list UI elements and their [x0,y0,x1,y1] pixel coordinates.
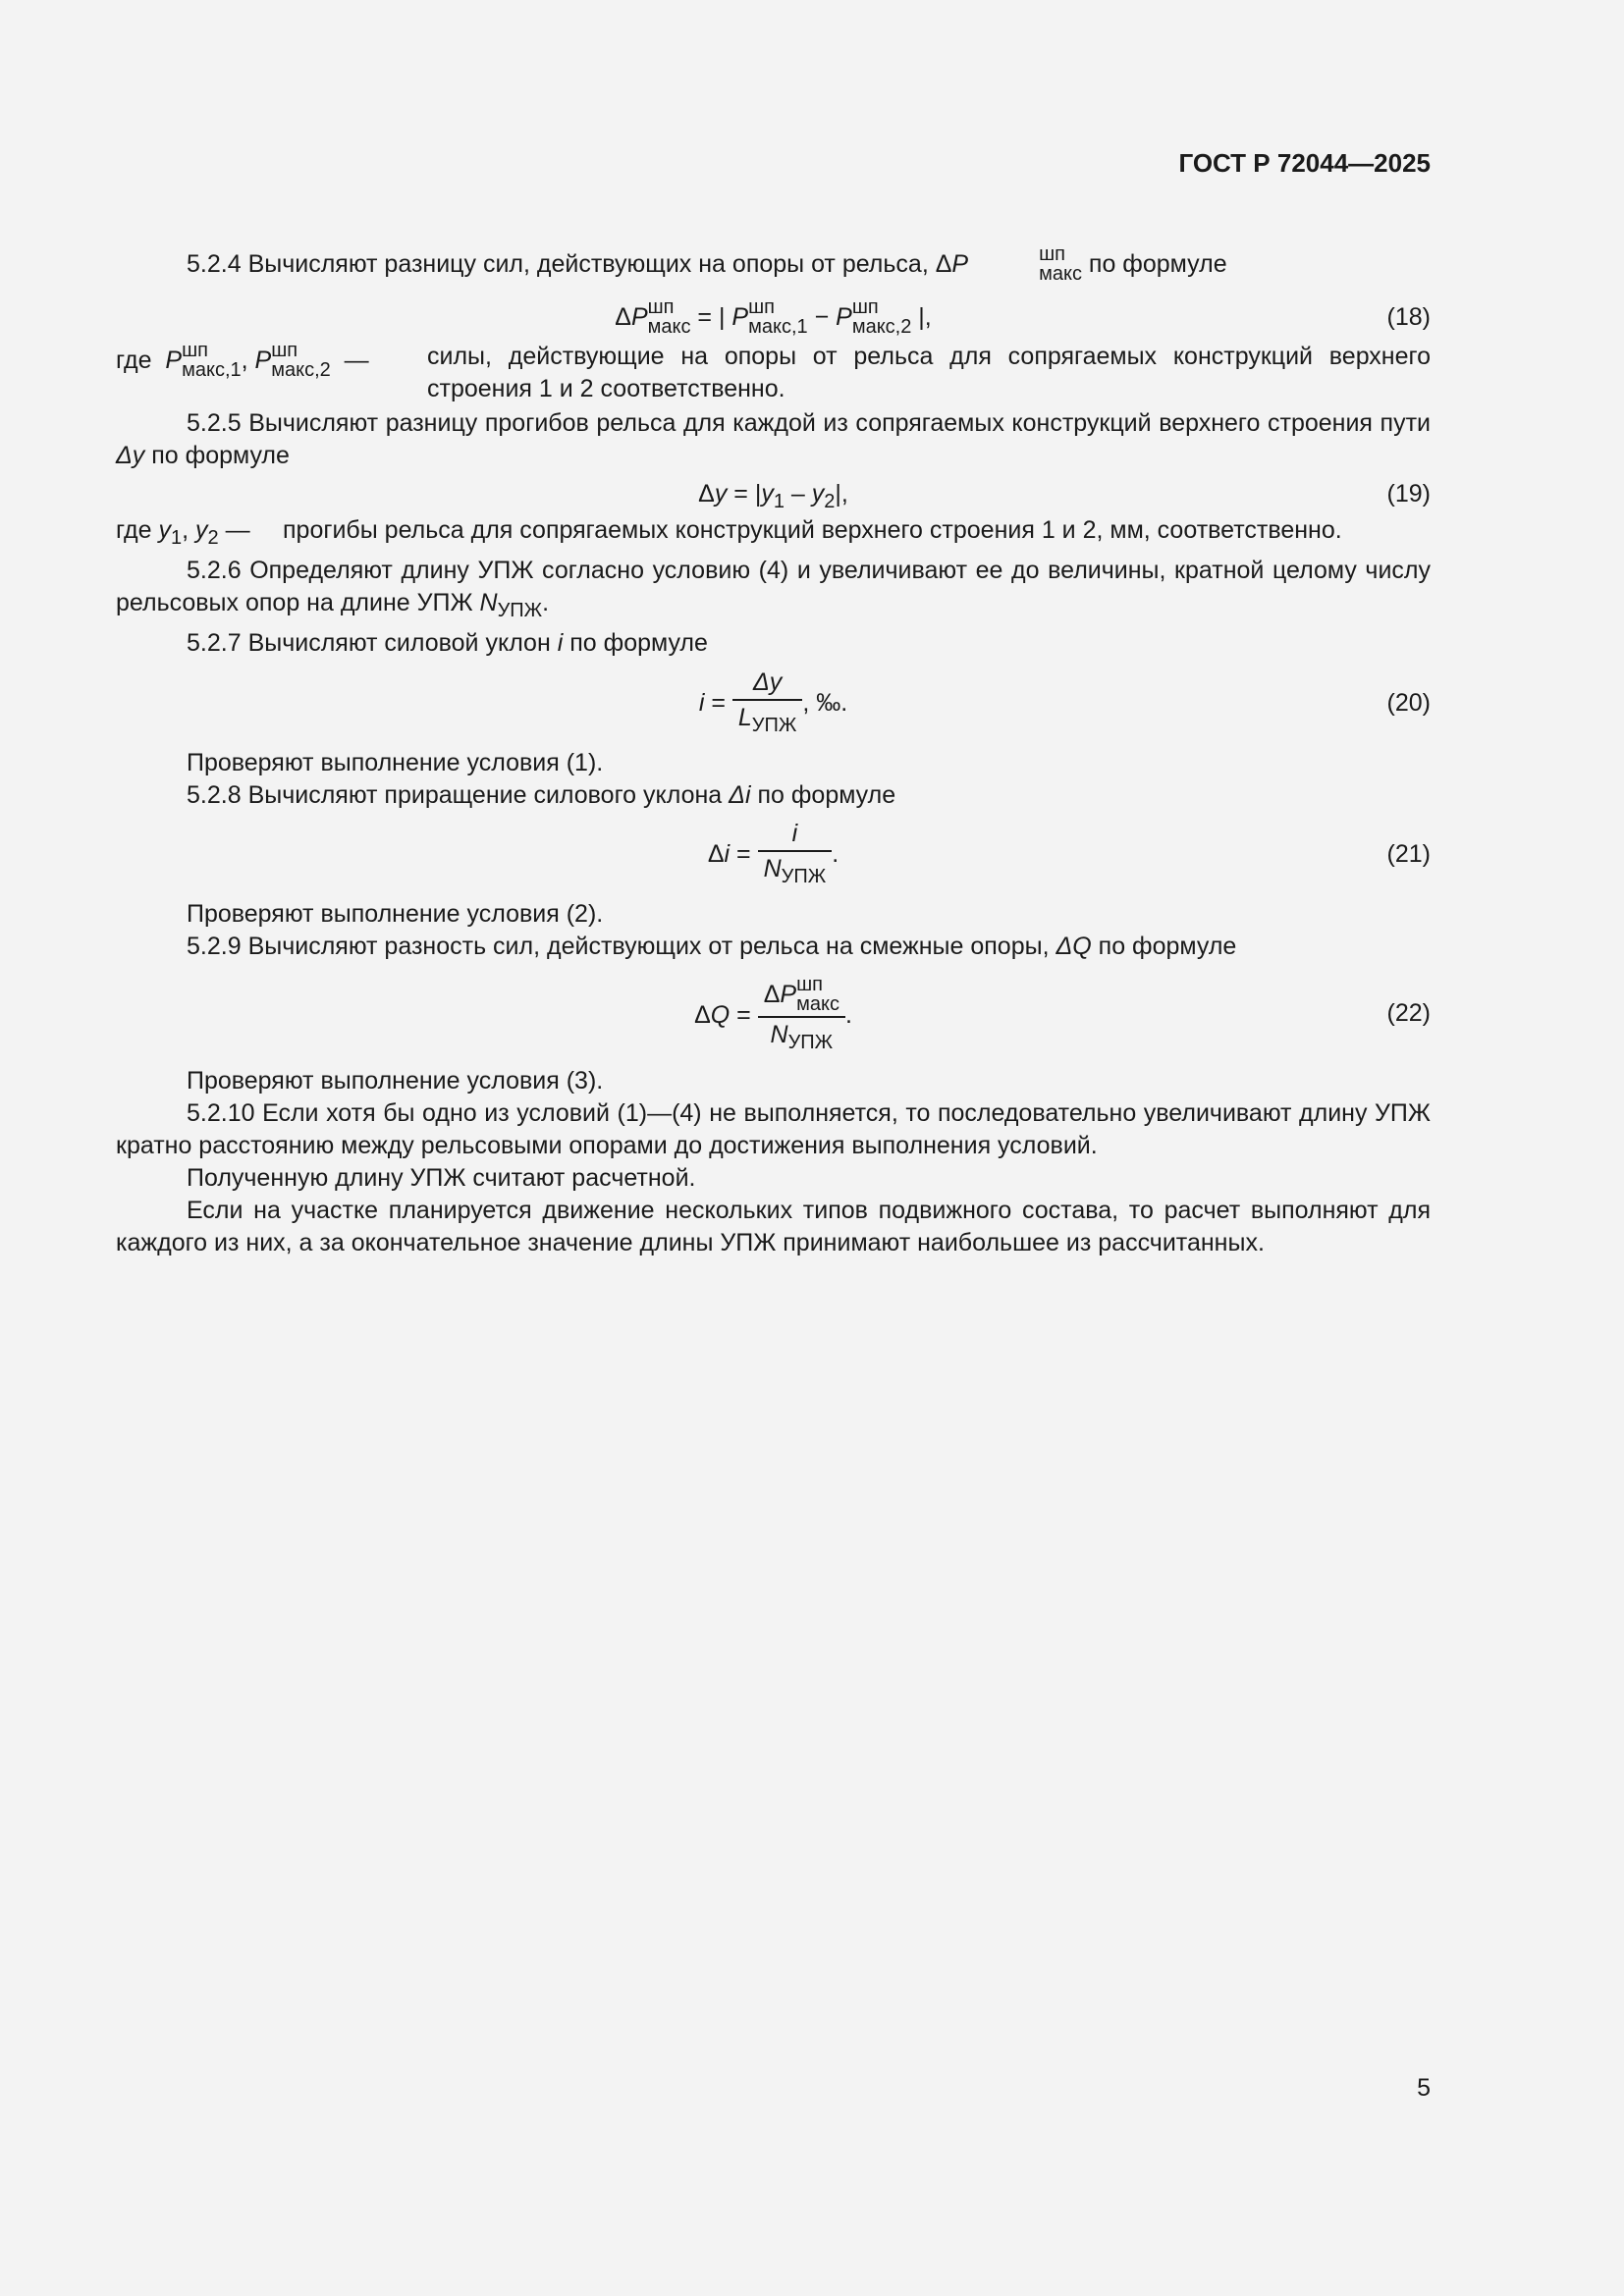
clause-text-tail: по формуле [1088,250,1227,278]
formula-19 [116,473,1431,514]
where-description: прогибы рельса для сопрягаемых конструкций верхнего строения 1 и 2, мм, соответственно. [283,516,1342,544]
formula-22 [116,975,1431,1051]
check-condition-2: Проверяют выполнение условия (2). [187,900,604,928]
where-symbols: где $y_1$, $y_2$ — [116,516,250,549]
clause-5-2-8: 5.2.8 Вычисляют приращение силового уклона Δi по формуле [187,781,896,809]
clause-5-2-4 [116,244,1431,284]
clause-text: Вычисляют разницу сил, действующих на опоры от рельса, [247,250,929,278]
check-condition-1: Проверяют выполнение условия (1). [187,749,604,776]
where-symbols: где P шп макс,1 , P шп макс,2 — [116,340,369,381]
clause-5-2-5: 5.2.5 Вычисляют разницу прогибов рельса для каждой из сопрягаемых конструкций верхнего строения пути Δy по формуле [116,409,1432,469]
page-number: 5 [1417,2074,1431,2102]
formula-body: $\Delta y = |y_1 - y_2|$, [698,480,848,512]
n-upzh-symbol: N [479,589,498,616]
where-description: силы, действующие на опоры от рельса для сопрягаемых конструкций верхнего строения 1 и 2 соответственно. [427,343,1431,402]
formula-number: (21) [1386,840,1431,868]
document-body [116,244,1431,1259]
delta-y-symbol: Δy [116,442,145,469]
formula-21 [116,816,1431,892]
formula-body: Δi = $\frac{i}{N_{УПЖ}}$ . [707,820,839,888]
where-legend-19 [116,514,1431,555]
clause-5-2-10: 5.2.10 Если хотя бы одно из условий (1)—(4) не выполняется, то последовательно увеличивают длину УПЖ кратно расстоянию между рельсовыми опорами до достижения выполнения условий. [116,1099,1431,1159]
delta-q-symbol: ΔQ [1056,933,1092,960]
delta-p-max-symbol: ΔP шп макс [935,243,1082,285]
i-symbol: i [557,629,564,657]
clause-5-2-7: 5.2.7 Вычисляют силовой уклон i по формуле [187,629,708,657]
formula-body: i = $\frac{\Delta y}{L_{УПЖ}}$ , ‰. [698,668,848,737]
check-condition-3: Проверяют выполнение условия (3). [187,1067,604,1095]
document-id: ГОСТ Р 72044—2025 [1178,148,1431,178]
paragraph-rolling-stock-types: Если на участке планируется движение нескольких типов подвижного состава, то расчет выполняют для каждого из них, а за окончательное значение длины УПЖ принимают наибольшее из рассчитанных. [116,1197,1431,1256]
formula-body: ΔP шп макс = | P шп макс,1 − P шп макс,2 |, [615,296,932,338]
formula-body: ΔQ = ΔP шп макс $N_{УПЖ}$ . [694,974,852,1053]
where-legend-18 [116,341,1431,405]
formula-18 [116,294,1431,339]
formula-number: (19) [1386,480,1431,507]
delta-i-symbol: Δi [729,781,751,809]
formula-number: (20) [1386,689,1431,717]
formula-number: (22) [1386,999,1431,1027]
paragraph-calculated-length: Полученную длину УПЖ считают расчетной. [187,1164,696,1192]
formula-number: (18) [1386,303,1431,331]
clause-number: 5.2.4 [187,250,242,278]
clause-5-2-6: 5.2.6 Определяют длину УПЖ согласно условию (4) и увеличивают ее до величины, кратной целому числу рельсовых опор на длине УПЖ $N_{УПЖ}$. [116,557,1431,621]
clause-5-2-9: 5.2.9 Вычисляют разность сил, действующих от рельса на смежные опоры, ΔQ по формуле [187,933,1237,960]
formula-20 [116,665,1431,741]
